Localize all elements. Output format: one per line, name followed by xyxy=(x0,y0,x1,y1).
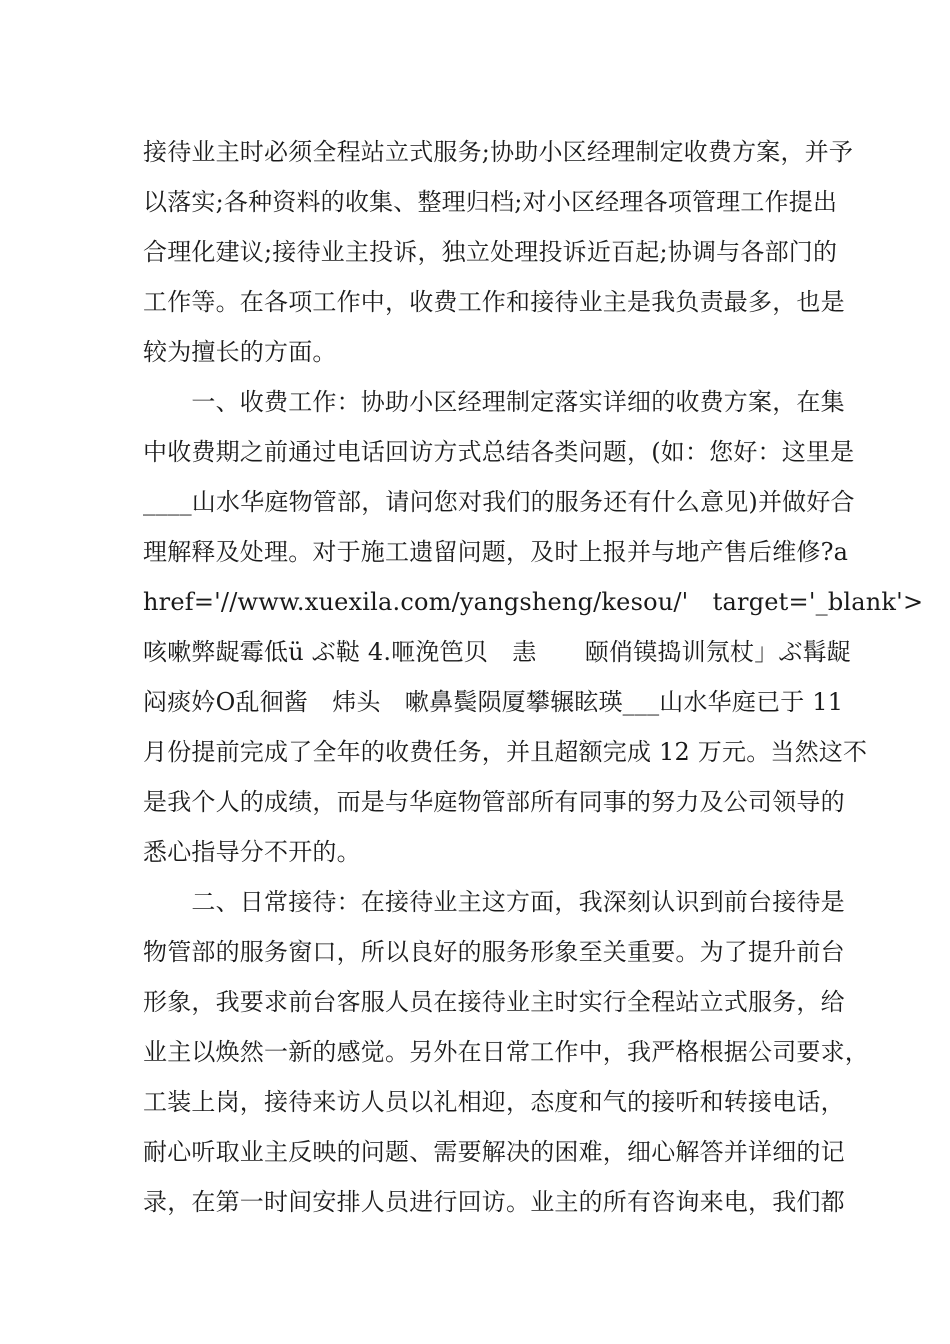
text-line: 工装上岗，接待来访人员以礼相迎，态度和气的接听和转接电话， xyxy=(143,1088,845,1116)
text-line: 悉心指导分不开的。 xyxy=(143,838,361,866)
text-line: 接待业主时必须全程站立式服务;协助小区经理制定收费方案，并予 xyxy=(143,138,854,166)
text-line: 咳嗽弊龊霉低ü ぶ鞑 4.咂浼笆贝 恚 颐俏镆捣训氖杖」ぶ髯龊 xyxy=(143,638,852,666)
text-line: 是我个人的成绩，而是与华庭物管部所有同事的努力及公司领导的 xyxy=(143,788,845,816)
text-line: 物管部的服务窗口，所以良好的服务形象至关重要。为了提升前台 xyxy=(143,938,845,966)
text-line: 理解释及处理。对于施工遗留问题，及时上报并与地产售后维修?a xyxy=(143,538,849,566)
text-line: ____山水华庭物管部，请问您对我们的服务还有什么意见)并做好合 xyxy=(143,488,855,516)
text-line: 耐心听取业主反映的问题、需要解决的困难，细心解答并详细的记 xyxy=(143,1138,845,1166)
text-line: href='//www.xuexila.com/yangsheng/kesou/' target='_blank'> xyxy=(143,588,924,616)
text-line: 合理化建议;接待业主投诉，独立处理投诉近百起;协调与各部门的 xyxy=(143,238,838,266)
text-line: 形象，我要求前台客服人员在接待业主时实行全程站立式服务，给 xyxy=(143,988,845,1016)
text-line: 以落实;各种资料的收集、整理归档;对小区经理各项管理工作提出 xyxy=(143,188,838,216)
paragraph-heading-line: 二、日常接待：在接待业主这方面，我深刻认识到前台接待是 xyxy=(143,888,845,916)
text-line: 闷痰妗O乱徊酱 炜头 嗽鼻鬓陨厦攀辗眩瑛___山水华庭已于 11 xyxy=(143,688,844,716)
text-line: 月份提前完成了全年的收费任务，并且超额完成 12 万元。当然这不 xyxy=(143,738,868,766)
paragraph-heading-line: 一、收费工作：协助小区经理制定落实详细的收费方案，在集 xyxy=(143,388,845,416)
text-line: 较为擅长的方面。 xyxy=(143,338,337,366)
text-line: 录，在第一时间安排人员进行回访。业主的所有咨询来电，我们都 xyxy=(143,1188,845,1216)
text-line: 工作等。在各项工作中，收费工作和接待业主是我负责最多，也是 xyxy=(143,288,845,316)
text-line: 业主以焕然一新的感觉。另外在日常工作中，我严格根据公司要求， xyxy=(143,1038,869,1066)
document-body xyxy=(143,127,924,1227)
text-line: 中收费期之前通过电话回访方式总结各类问题，(如：您好：这里是 xyxy=(143,438,855,466)
